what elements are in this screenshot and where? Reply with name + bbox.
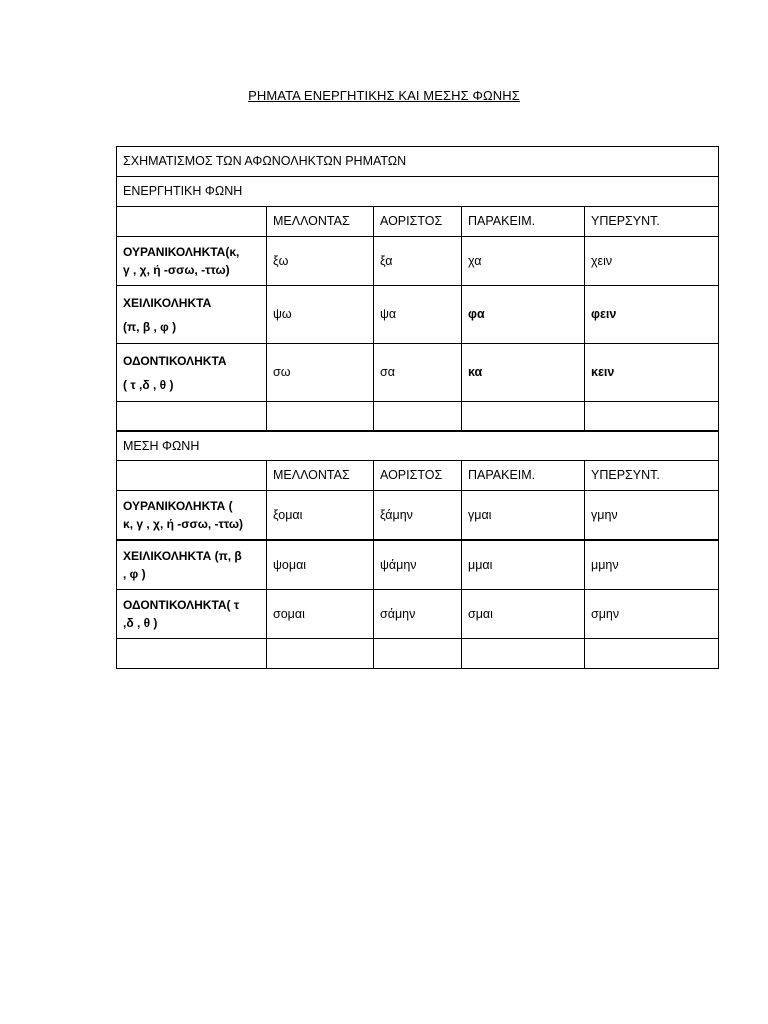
table-cell: ξάμην <box>374 491 462 541</box>
table-cell: φειν <box>585 286 719 344</box>
table-cell: σμαι <box>462 590 585 639</box>
table-row <box>117 237 719 286</box>
table-row <box>117 286 719 344</box>
empty-row <box>117 639 719 669</box>
table-cell: σμην <box>585 590 719 639</box>
empty-cell <box>374 639 462 669</box>
table-cell: κα <box>462 344 585 402</box>
empty-cell <box>374 402 462 432</box>
row-label-line: γ , χ, ή -σσω, -ττω) <box>123 263 230 277</box>
table-cell: ψω <box>267 286 374 344</box>
table-cell: ψα <box>374 286 462 344</box>
table-cell: κειν <box>585 344 719 402</box>
row-label-line: (π, β , φ ) <box>123 319 177 334</box>
middle-voice-label: ΜΕΣΗ ΦΩΝΗ <box>117 431 719 461</box>
active-voice-label-row <box>117 177 719 207</box>
middle-column-header-row <box>117 461 719 491</box>
table-cell: γμην <box>585 491 719 541</box>
empty-cell <box>267 402 374 432</box>
table-cell: γμαι <box>462 491 585 541</box>
row-label-line: ΧΕΙΛΙΚΟΛΗΚΤΑ (π, β <box>123 549 242 563</box>
table-row <box>117 491 719 541</box>
table-cell: χειν <box>585 237 719 286</box>
table-cell: ξομαι <box>267 491 374 541</box>
row-label-line: , φ ) <box>123 567 146 581</box>
empty-cell <box>117 639 267 669</box>
table-cell: σομαι <box>267 590 374 639</box>
row-label-velar <box>117 237 267 286</box>
row-label-velar <box>117 491 267 541</box>
empty-cell <box>585 639 719 669</box>
row-label-line: ΟΥΡΑΝΙΚΟΛΗΚΤΑ ( <box>123 499 233 513</box>
row-label-line: ΟΔΟΝΤΙΚΟΛΗΚΤΑ <box>123 353 227 368</box>
middle-voice-label-row <box>117 431 719 461</box>
table-heading-row <box>117 147 719 177</box>
row-label-line: ΟΥΡΑΝΙΚΟΛΗΚΤΑ(κ, <box>123 245 240 259</box>
row-label-dental <box>117 590 267 639</box>
column-header-perfect: ΠΑΡΑΚΕΙΜ. <box>462 461 585 491</box>
empty-cell <box>462 639 585 669</box>
table-cell: σάμην <box>374 590 462 639</box>
verb-formation-table <box>116 146 719 669</box>
empty-header-cell <box>117 461 267 491</box>
row-label-line: κ, γ , χ, ή -σσω, -ττω) <box>123 517 243 531</box>
empty-row <box>117 402 719 432</box>
table-cell: μμαι <box>462 540 585 590</box>
column-header-future: ΜΕΛΛΟΝΤΑΣ <box>267 207 374 237</box>
table-cell: σω <box>267 344 374 402</box>
column-header-aorist: ΑΟΡΙΣΤΟΣ <box>374 461 462 491</box>
row-label-line: ,δ , θ ) <box>123 616 158 630</box>
table-cell: φα <box>462 286 585 344</box>
table-cell: ψάμην <box>374 540 462 590</box>
row-label-labial <box>117 540 267 590</box>
active-voice-label: ΕΝΕΡΓΗΤΙΚΗ ΦΩΝΗ <box>117 177 719 207</box>
column-header-future: ΜΕΛΛΟΝΤΑΣ <box>267 461 374 491</box>
document-title: ΡΗΜΑΤΑ ΕΝΕΡΓΗΤΙΚΗΣ ΚΑΙ ΜΕΣΗΣ ΦΩΝΗΣ <box>248 88 520 103</box>
empty-cell <box>585 402 719 432</box>
row-label-labial <box>117 286 267 344</box>
column-header-aorist: ΑΟΡΙΣΤΟΣ <box>374 207 462 237</box>
table-row <box>117 344 719 402</box>
table-cell: ξω <box>267 237 374 286</box>
row-label-dental <box>117 344 267 402</box>
empty-cell <box>117 402 267 432</box>
column-header-pluperfect: ΥΠΕΡΣΥΝΤ. <box>585 207 719 237</box>
table-cell: σα <box>374 344 462 402</box>
column-header-pluperfect: ΥΠΕΡΣΥΝΤ. <box>585 461 719 491</box>
active-column-header-row <box>117 207 719 237</box>
table-row <box>117 590 719 639</box>
table-heading: ΣΧΗΜΑΤΙΣΜΟΣ ΤΩΝ ΑΦΩΝΟΛΗΚΤΩΝ ΡΗΜΑΤΩΝ <box>117 147 719 177</box>
table-cell: ξα <box>374 237 462 286</box>
empty-header-cell <box>117 207 267 237</box>
empty-cell <box>267 639 374 669</box>
empty-cell <box>462 402 585 432</box>
table-cell: μμην <box>585 540 719 590</box>
row-label-line: ( τ ,δ , θ ) <box>123 377 174 392</box>
row-label-line: ΧΕΙΛΙΚΟΛΗΚΤΑ <box>123 295 212 310</box>
table-cell: χα <box>462 237 585 286</box>
table-row <box>117 540 719 590</box>
column-header-perfect: ΠΑΡΑΚΕΙΜ. <box>462 207 585 237</box>
row-label-line: ΟΔΟΝΤΙΚΟΛΗΚΤΑ( τ <box>123 598 240 612</box>
table-cell: ψομαι <box>267 540 374 590</box>
